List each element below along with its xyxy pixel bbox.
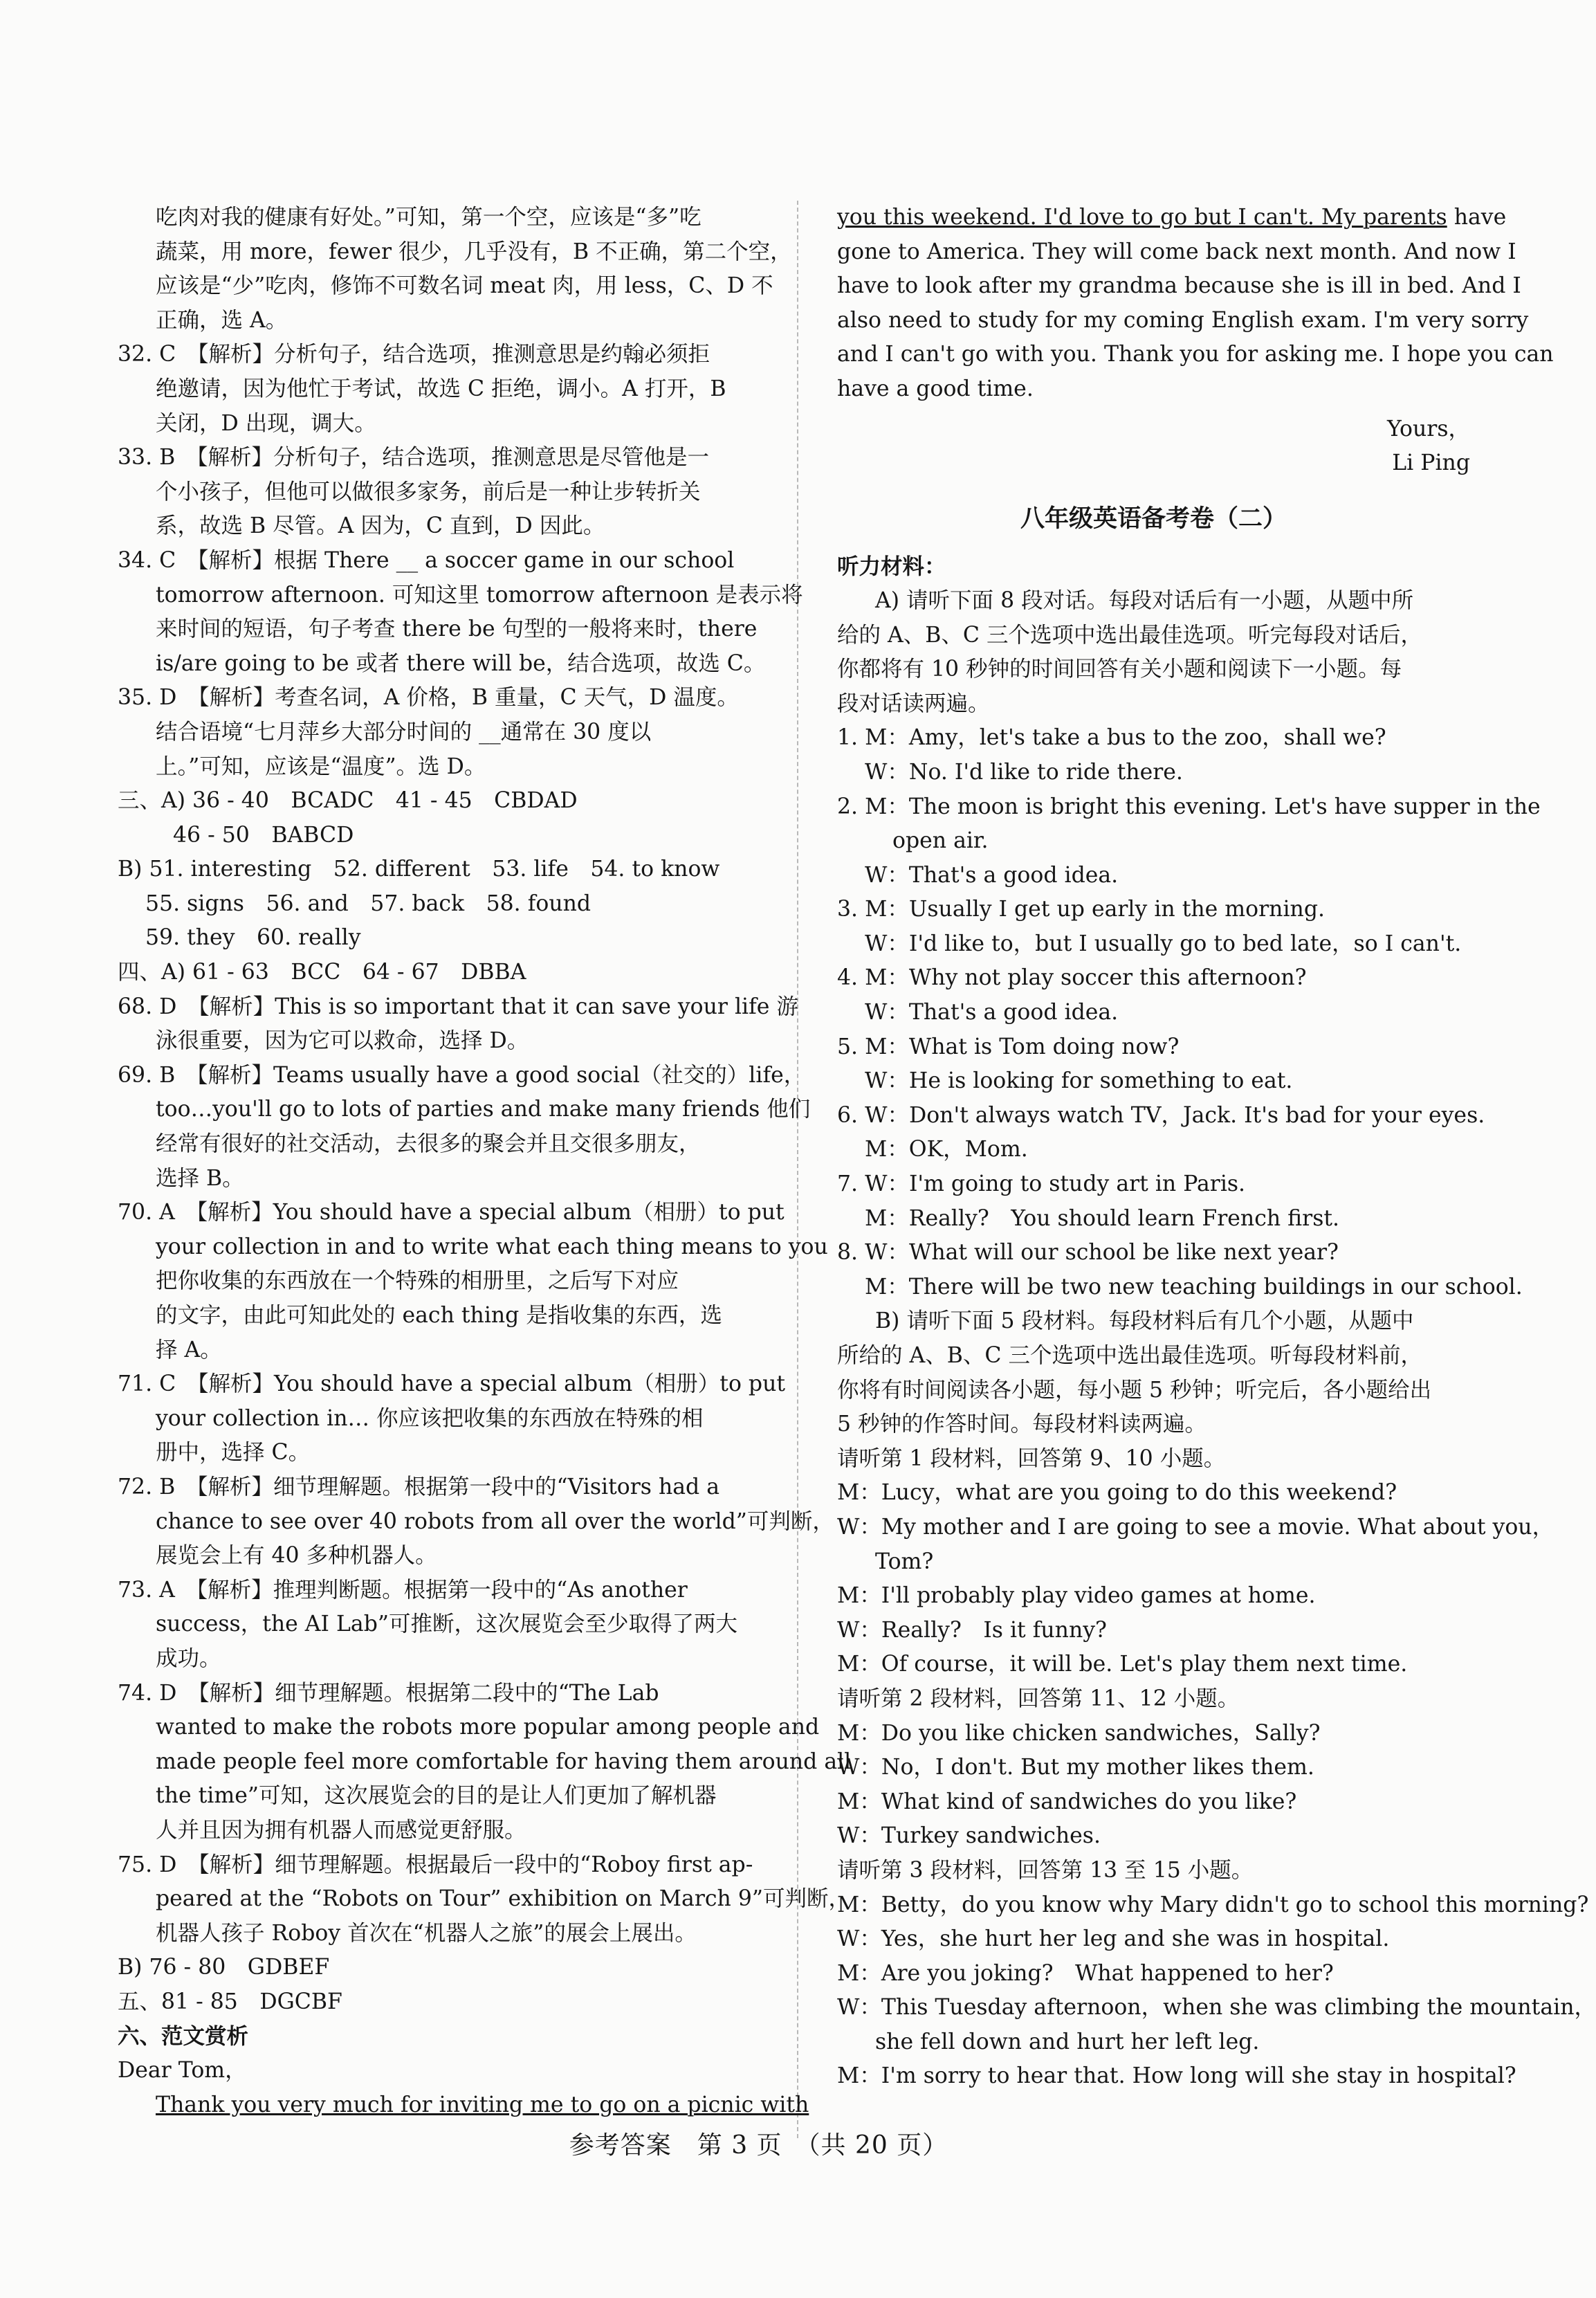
material-heading: 请听第 2 段材料，回答第 11、12 小题。 <box>837 1686 1240 1711</box>
dialogue-line: M：OK，Mom. <box>865 1137 1028 1162</box>
text-line: 吃肉对我的健康有好处。”可知，第一个空，应该是“多”吃 <box>156 205 701 230</box>
dialogue-line: M：Lucy，what are you going to do this weekend? <box>837 1480 1397 1506</box>
answer-68: 68. D 【解析】This is so important that it can save your life 游 <box>118 994 798 1019</box>
dialogue-line: 7. W：I'm going to study art in Paris. <box>837 1171 1246 1197</box>
text-line: 展览会上有 40 多种机器人。 <box>156 1543 437 1569</box>
dialogue-line: W：I'd like to，but I usually go to bed late，so I can't. <box>865 931 1462 956</box>
answer-74: 74. D 【解析】细节理解题。根据第二段中的“The Lab <box>118 1680 659 1706</box>
text-line: 5 秒钟的作答时间。每段材料读两遍。 <box>837 1412 1207 1437</box>
letter-tail: have <box>1447 205 1507 230</box>
text-line: chance to see over 40 robots from all over the world”可判断， <box>156 1508 834 1534</box>
section-3a-cont: 46 - 50 BABCD <box>173 822 354 848</box>
text-line: made people feel more comfortable for having them around all <box>156 1749 852 1774</box>
text-line: 蔬菜，用 more，fewer 很少，几乎没有，B 不正确，第二个空， <box>156 239 792 264</box>
text-line: tomorrow afternoon. 可知这里 tomorrow afternoon 是表示将 <box>156 582 803 608</box>
letter-line: Thank you very much for inviting me to go on a picnic with <box>156 2092 809 2117</box>
text-line: 结合语境“七月萍乡大部分时间的 __通常在 30 度以 <box>156 719 652 745</box>
dialogue-line: M：I'll probably play video games at home. <box>837 1583 1316 1609</box>
dialogue-line: M：There will be two new teaching buildings in our school. <box>865 1274 1523 1300</box>
dialogue-line: M：I'm sorry to hear that. How long will she stay in hospital? <box>837 2063 1516 2089</box>
text-line: 段对话读两遍。 <box>837 691 990 716</box>
exam-title: 八年级英语备考卷（二） <box>1020 504 1287 533</box>
section-4b: B) 76 - 80 GDBEF <box>118 1955 330 1980</box>
dialogue-line: 5. M：What is Tom doing now? <box>837 1034 1180 1059</box>
letter-line: gone to America. They will come back next month. And now I <box>837 239 1516 264</box>
text-line: 正确，选 A。 <box>156 307 288 333</box>
answer-34: 34. C 【解析】根据 There __ a soccer game in our school <box>118 547 735 573</box>
dialogue-line: Tom? <box>875 1549 934 1574</box>
text-line: 机器人孩子 Roboy 首次在“机器人之旅”的展会上展出。 <box>156 1920 697 1946</box>
text-line: 泳很重要，因为它可以救命，选择 D。 <box>156 1028 529 1054</box>
dialogue-line: W：That's a good idea. <box>865 862 1119 888</box>
text-line: your collection in and to write what each thing means to you <box>156 1234 828 1259</box>
answer-73: 73. A 【解析】推理判断题。根据第一段中的“As another <box>118 1577 688 1603</box>
answer-72: 72. B 【解析】细节理解题。根据第一段中的“Visitors had a <box>118 1474 720 1499</box>
dialogue-line: M：Betty，do you know why Mary didn't go to school this morning? <box>837 1892 1589 1917</box>
letter-greeting: Dear Tom， <box>118 2058 247 2083</box>
text-line: 系，故选 B 尽管。A 因为，C 直到，D 因此。 <box>156 513 605 539</box>
text-line: 册中，选择 C。 <box>156 1440 311 1466</box>
text-line: 给的 A、B、C 三个选项中选出最佳选项。听完每段对话后， <box>837 622 1423 648</box>
text-line: 把你收集的东西放在一个特殊的相册里，之后写下对应 <box>156 1268 679 1294</box>
dialogue-line: W：My mother and I are going to see a movie. What about you， <box>837 1514 1554 1540</box>
dialogue-line: open air. <box>892 828 989 854</box>
text-line: 所给的 A、B、C 三个选项中选出最佳选项。听每段材料前， <box>837 1343 1423 1368</box>
dialogue-line: M：What kind of sandwiches do you like? <box>837 1789 1297 1814</box>
section-3b-cont: 55. signs 56. and 57. back 58. found <box>145 891 591 916</box>
dialogue-line: M：Are you joking? What happened to her? <box>837 1960 1334 1986</box>
dialogue-line: W：Turkey sandwiches. <box>837 1823 1101 1849</box>
dialogue-line: W：Really? Is it funny? <box>837 1617 1107 1643</box>
text-line: 应该是“少”吃肉，修饰不可数名词 meat 肉，用 less，C、D 不 <box>156 273 773 299</box>
text-line: 绝邀请，因为他忙于考试，故选 C 拒绝，调小。A 打开，B <box>156 376 726 401</box>
answer-75: 75. D 【解析】细节理解题。根据最后一段中的“Roboy first ap- <box>118 1852 753 1877</box>
text-line: the time”可知，这次展览会的目的是让人们更加了解机器 <box>156 1783 717 1809</box>
text-line: A) 请听下面 8 段对话。每段对话后有一小题，从题中所 <box>875 587 1414 613</box>
letter-line: and I can't go with you. Thank you for asking me. I hope you can <box>837 342 1554 367</box>
dialogue-line: M：Really? You should learn French first. <box>865 1205 1340 1231</box>
dialogue-line: she fell down and hurt her left leg. <box>875 2029 1260 2054</box>
dialogue-line: W：No，I don't. But my mother likes them. <box>837 1755 1314 1780</box>
section-3b-cont: 59. they 60. really <box>145 925 361 951</box>
listening-heading: 听力材料： <box>837 554 946 580</box>
dialogue-line: 3. M：Usually I get up early in the morning. <box>837 897 1326 922</box>
answer-33: 33. B 【解析】分析句子，结合选项，推测意思是尽管他是一 <box>118 445 710 471</box>
page-footer: 参考答案 第 3 页 （共 20 页） <box>569 2131 948 2160</box>
section-3a: 三、A) 36 - 40 BCADC 41 - 45 CBDAD <box>118 788 578 814</box>
text-line: 你将有时间阅读各小题，每小题 5 秒钟；听完后，各小题给出 <box>837 1377 1432 1403</box>
dialogue-line: 4. M：Why not play soccer this afternoon? <box>837 965 1307 991</box>
answer-70: 70. A 【解析】You should have a special album（相册）to put <box>118 1200 785 1225</box>
dialogue-line: W：Yes，she hurt her leg and she was in hospital. <box>837 1926 1390 1952</box>
letter-closing: Yours， <box>1386 416 1470 441</box>
text-line: 关闭，D 出现，调大。 <box>156 410 376 436</box>
letter-underlined: you this weekend. I'd love to go but I can't. My parents <box>837 205 1447 230</box>
text-line: success，the AI Lab”可推断，这次展览会至少取得了两大 <box>156 1612 737 1637</box>
text-line: 来时间的短语，句子考查 there be 句型的一般将来时，there <box>156 617 758 642</box>
column-divider <box>797 201 798 2138</box>
text-line: 上。”可知，应该是“温度”。选 D。 <box>156 754 486 779</box>
section-3b: B) 51. interesting 52. different 53. life 54. to know <box>118 857 720 882</box>
answer-69: 69. B 【解析】Teams usually have a good social（社交的）life， <box>118 1062 806 1088</box>
dialogue-line: 2. M：The moon is bright this evening. Let's have supper in the <box>837 794 1541 819</box>
text-line: your collection in… 你应该把收集的东西放在特殊的相 <box>156 1405 704 1431</box>
text-line: wanted to make the robots more popular among people and <box>156 1715 820 1740</box>
dialogue-line: W：This Tuesday afternoon，when she was climbing the mountain， <box>837 1995 1596 2021</box>
left-column <box>118 201 852 2122</box>
dialogue-line: M：Of course，it will be. Let's play them next time. <box>837 1652 1408 1677</box>
dialogue-line: 6. W：Don't always watch TV，Jack. It's bad for your eyes. <box>837 1102 1485 1128</box>
text-line: 成功。 <box>156 1645 221 1671</box>
text-line: 人并且因为拥有机器人而感觉更舒服。 <box>156 1817 526 1843</box>
text-line: 选择 B。 <box>156 1165 244 1191</box>
dialogue-line: W：No. I'd like to ride there. <box>865 759 1183 785</box>
text-line: 你都将有 10 秒钟的时间回答有关小题和阅读下一小题。每 <box>837 657 1402 682</box>
material-heading: 请听第 3 段材料，回答第 13 至 15 小题。 <box>837 1857 1254 1883</box>
dialogue-line: W：That's a good idea. <box>865 1000 1119 1025</box>
answer-71: 71. C 【解析】You should have a special album（相册）to put <box>118 1371 786 1397</box>
letter-line <box>837 201 1507 235</box>
text-line: 经常有很好的社交活动，去很多的聚会并且交很多朋友， <box>156 1131 701 1157</box>
letter-signature: Li Ping <box>1392 450 1470 476</box>
material-heading: 请听第 1 段材料，回答第 9、10 小题。 <box>837 1446 1226 1471</box>
text-line: peared at the “Robots on Tour” exhibition on March 9”可判断， <box>156 1886 850 1912</box>
text-line: 择 A。 <box>156 1337 222 1362</box>
answer-32: 32. C 【解析】分析句子，结合选项，推测意思是约翰必须拒 <box>118 342 710 367</box>
text-line: 的文字，由此可知此处的 each thing 是指收集的东西，选 <box>156 1303 722 1328</box>
section-5: 五、81 - 85 DGCBF <box>118 1989 342 2014</box>
letter-line: have to look after my grandma because she is ill in bed. And I <box>837 273 1521 299</box>
text-line: is/are going to be 或者 there will be，结合选项，故选 C。 <box>156 650 766 676</box>
dialogue-line: 1. M：Amy，let's take a bus to the zoo，shall we? <box>837 725 1386 751</box>
letter-line: also need to study for my coming English exam. I'm very sorry <box>837 307 1529 333</box>
section-4a: 四、A) 61 - 63 BCC 64 - 67 DBBA <box>118 960 526 985</box>
section-6-heading: 六、范文赏析 <box>118 2023 249 2050</box>
dialogue-line: 8. W：What will our school be like next year? <box>837 1240 1339 1266</box>
answer-35: 35. D 【解析】考查名词，A 价格，B 重量，C 天气，D 温度。 <box>118 685 739 711</box>
text-line: too…you'll go to lots of parties and make many friends 他们 <box>156 1097 811 1122</box>
dialogue-line: W：He is looking for something to eat. <box>865 1068 1293 1094</box>
right-column <box>837 201 1596 2094</box>
text-line: 个小孩子，但他可以做很多家务，前后是一种让步转折关 <box>156 479 701 504</box>
letter-line: have a good time. <box>837 376 1034 401</box>
text-line: B) 请听下面 5 段材料。每段材料后有几个小题，从题中 <box>875 1308 1414 1334</box>
dialogue-line: M：Do you like chicken sandwiches，Sally? <box>837 1720 1321 1746</box>
